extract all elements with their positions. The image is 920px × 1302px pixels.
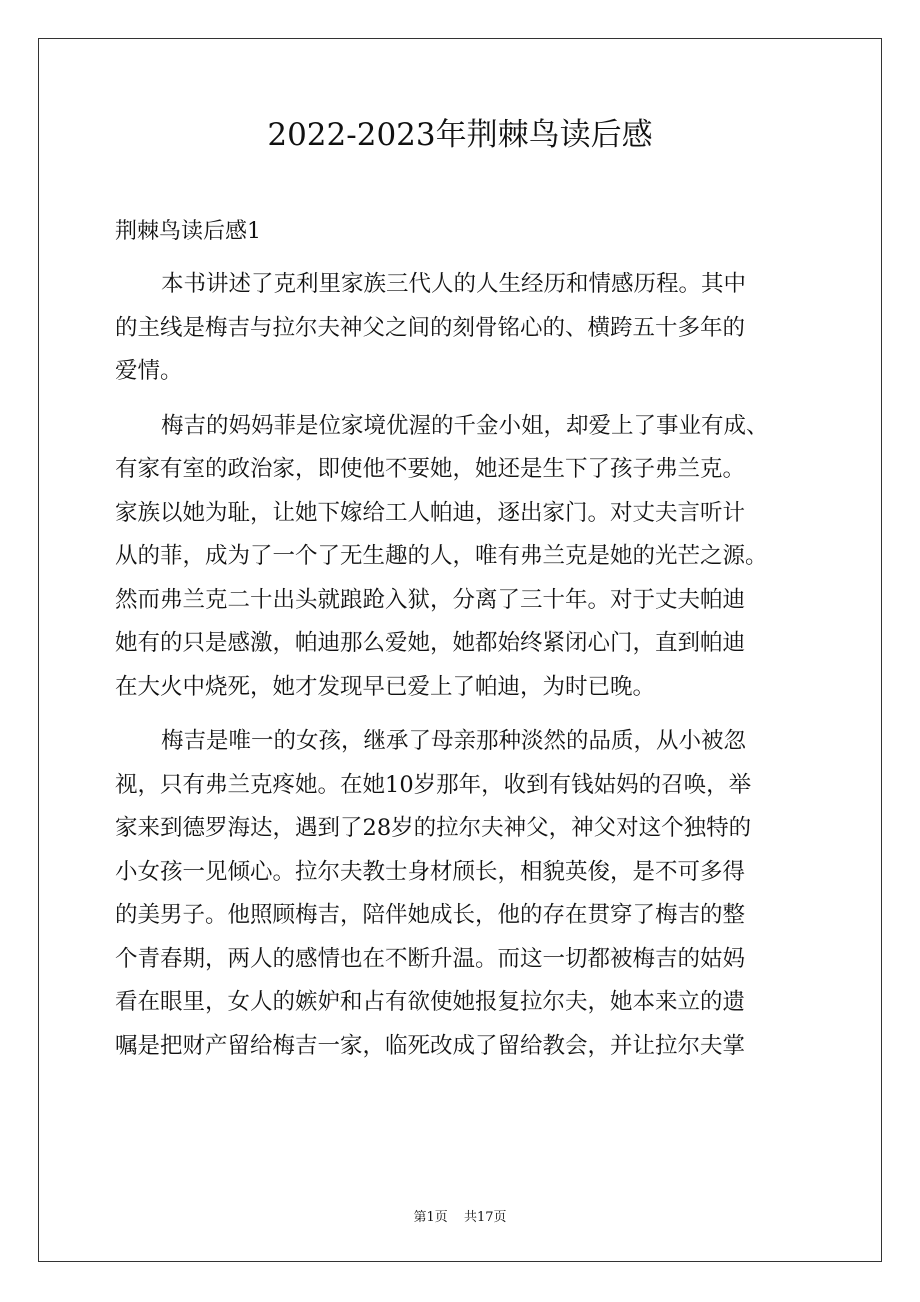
paragraph bbox=[115, 721, 815, 1069]
page-total: 共17页 bbox=[463, 1210, 507, 1225]
paragraph-line: 在大火中烧死，她才发现早已爱上了帕迪，为时已晚。 bbox=[115, 673, 656, 700]
paragraph-line: 有家有室的政治家，即使他不要她，她还是生下了孩子弗兰克。 bbox=[115, 456, 746, 482]
document-body bbox=[115, 264, 815, 1080]
paragraph-line: 梅吉的妈妈菲是位家境优渥的千金小姐，却爱上了事业有成、 bbox=[161, 412, 769, 439]
paragraph-line: 个青春期，两人的感情也在不断升温。而这一切都被梅吉的姑妈 bbox=[115, 945, 746, 972]
paragraph-line: 家来到德罗海达，遇到了28岁的拉尔夫神父，神父对这个独特的 bbox=[115, 815, 752, 841]
page-number: 第1页 bbox=[413, 1210, 448, 1225]
paragraph-line: 的主线是梅吉与拉尔夫神父之间的刻骨铭心的、横跨五十多年的 bbox=[115, 314, 746, 341]
paragraph-line: 从的菲，成为了一个了无生趣的人，唯有弗兰克是她的光芒之源。 bbox=[115, 543, 768, 569]
section-heading: 荆棘鸟读后感1 bbox=[115, 219, 261, 244]
paragraph-line: 的美男子。他照顾梅吉，陪伴她成长，他的存在贯穿了梅吉的整 bbox=[115, 902, 746, 928]
paragraph-line: 本书讲述了克利里家族三代人的人生经历和情感历程。其中 bbox=[161, 271, 747, 297]
paragraph-line: 嘱是把财产留给梅吉一家，临死改成了留给教会，并让拉尔夫掌 bbox=[115, 1032, 746, 1059]
paragraph-line: 梅吉是唯一的女孩，继承了母亲那种淡然的品质，从小被忽 bbox=[161, 728, 747, 754]
page-footer bbox=[0, 1206, 920, 1225]
paragraph-line: 看在眼里，女人的嫉妒和占有欲使她报复拉尔夫，她本来立的遗 bbox=[115, 989, 746, 1015]
paragraph-line: 小女孩一见倾心。拉尔夫教士身材颀长，相貌英俊，是不可多得 bbox=[115, 858, 746, 885]
paragraph bbox=[115, 406, 815, 711]
paragraph-line: 视，只有弗兰克疼她。在她10岁那年，收到有钱姑妈的召唤，举 bbox=[115, 771, 752, 798]
paragraph-line: 爱情。 bbox=[115, 358, 183, 384]
paragraph-line: 她有的只是感激，帕迪那么爱她，她都始终紧闭心门，直到帕迪 bbox=[115, 630, 746, 656]
document-title: 2022-2023年荆棘鸟读后感 bbox=[267, 117, 653, 153]
paragraph-line: 家族以她为耻，让她下嫁给工人帕迪，逐出家门。对丈夫言听计 bbox=[115, 499, 746, 526]
paragraph bbox=[115, 264, 815, 395]
paragraph-line: 然而弗兰克二十出头就踉跄入狱，分离了三十年。对于丈夫帕迪 bbox=[115, 586, 746, 613]
